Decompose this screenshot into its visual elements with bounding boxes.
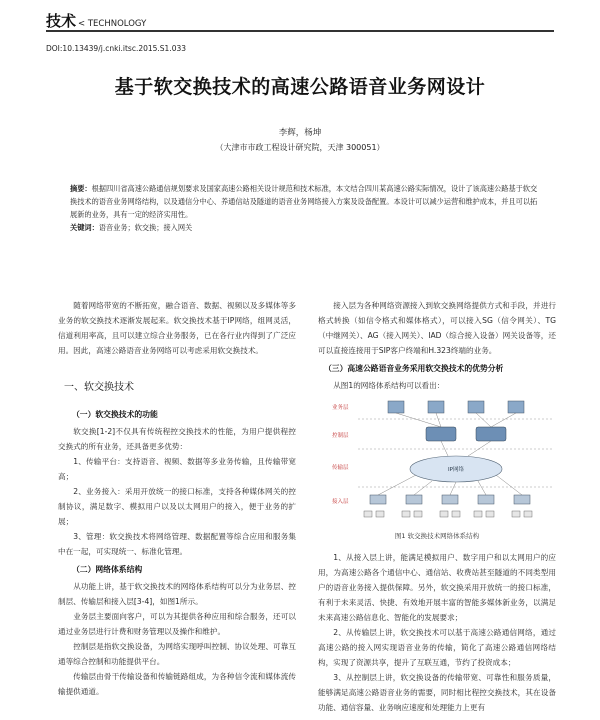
server-icon bbox=[468, 401, 484, 413]
connection-lines bbox=[378, 413, 522, 495]
core-network-label: IP网络 bbox=[448, 467, 464, 473]
layer-label: 接入层 bbox=[332, 499, 349, 505]
abstract-text: 根据四川省高速公路通信规划要求及国家高速公路相关设计规范和技术标准，本文结合四川某高速公路实际情况，设计了该高速公路基于软交换技术的语音业务网络结构，以及通信分中心、养通信站及隧道的语音业务网络接入方案及设备配置。本设计可以减少运营和维护成本，并且可以拓展新的业务，具有一定的经济实用性。 bbox=[70, 184, 538, 219]
body-paragraph: 2、业务接入：采用开放统一的接口标准，支持各种媒体网关的控制协议，满足数字、模拟用户以及以太网用户的接入，便于业务的扩展； bbox=[58, 487, 296, 526]
gateway-icon bbox=[442, 495, 458, 504]
paper-title: 基于软交换技术的高速公路语音业务网设计 bbox=[114, 76, 486, 98]
left-column bbox=[58, 298, 296, 699]
body-paragraph: 接入层为各种网络资源接入到软交换网络提供方式和手段，并进行格式转换（如信令格式和媒体格式），可以接入SG（信令网关）、TG（中继网关）、AG（接入网关）、IAD（综合接入设备）网关设备等，还可以直接连接用于SIP客户终端和H.323终端的业务。 bbox=[318, 301, 556, 355]
keywords bbox=[70, 223, 540, 233]
gateway-icon bbox=[478, 495, 494, 504]
doi: DOI:10.13439/j.cnki.itsc.2015.S1.033 bbox=[46, 44, 187, 53]
keywords-label: 关键词： bbox=[70, 223, 99, 232]
gateway-icon bbox=[406, 495, 422, 504]
affiliation: （大津市市政工程设计研究院，天津 300051） bbox=[215, 143, 385, 152]
body-paragraph: 2、从传输层上讲，软交换技术可以基于高速公路通信网络，通过高速公路的接入网实现语音业务的传输，简化了高速公路通信网络结构，实现了资源共享，提升了互联互通，节约了投资成本； bbox=[318, 628, 556, 667]
gateway-icon bbox=[370, 495, 386, 504]
body-paragraph: 控制层是指软交换设备，为网络实现呼叫控制、协议处理、可靠互通等综合控制和功能提供平台。 bbox=[58, 642, 296, 666]
body-paragraph: 业务层主要面向客户，可以为其提供各种应用和综合服务，还可以通过业务层进行计费和财务管理以及操作和维护。 bbox=[58, 612, 296, 636]
softswitch-icon bbox=[426, 427, 456, 441]
body-paragraph: 1、从接入层上讲，能满足模拟用户、数字用户和以太网用户的应用，为高速公路各个通信中心、通信站、收费站甚至隧道的不同类型用户的语音业务接入提供保障。另外，软交换采用开放统一的接口标准，有利于未来灵活、快捷、有效地开展丰富的智能多媒体新业务，以满足未来高速公路信息化、智能化的发展要求； bbox=[318, 553, 556, 622]
intro-paragraph: 随着网络带宽的不断拓宽，融合语音、数据、视频以及多媒体等多业务的软交换技术逐渐发展起来。软交换技术基于IP网络，组网灵活，信道利用率高，且可以建立综合业务服务，已在各行业内得到了广泛应用。因此，高速公路语音业务网络可以考虑采用软交换技术。 bbox=[58, 301, 296, 355]
body-paragraph: 3、从控制层上讲，软交换设备的传输带宽、可靠性和服务质量，能够满足高速公路语音业务的需要，同时相比程控交换技术，其在设备功能、通信容量、业务响应速度和处理能力上更有 bbox=[318, 673, 556, 712]
section-heading: 一、软交换技术 bbox=[64, 382, 134, 393]
header-rule bbox=[46, 30, 554, 32]
right-column bbox=[318, 298, 556, 715]
abstract-label: 摘要： bbox=[70, 184, 92, 193]
layer-label: 业务层 bbox=[332, 405, 349, 411]
server-icon bbox=[428, 401, 444, 413]
terminal-icons bbox=[364, 511, 532, 517]
server-icon bbox=[508, 401, 524, 413]
network-architecture-figure bbox=[328, 395, 556, 525]
abstract bbox=[70, 182, 540, 221]
figure-caption: 图1 软交换技术网络体系结构 bbox=[394, 532, 480, 540]
body-paragraph: 3、管理：软交换技术将网络管理、数据配置等综合应用和服务集中在一起，可实现统一、标准化管理。 bbox=[58, 532, 296, 556]
body-paragraph: 传输层由骨干传输设备和传输链路组成，为各种信令流和媒体流传输提供通道。 bbox=[58, 672, 296, 696]
body-paragraph: 软交换[1-2]不仅具有传统程控交换技术的性能，为用户提供程控交换式的所有业务，还具备更多优势： bbox=[58, 427, 296, 451]
keywords-text: 语音业务；软交换；接入网关 bbox=[98, 223, 193, 232]
softswitch-icon bbox=[476, 427, 506, 441]
body-paragraph: 从图1的网络体系结构可以看出： bbox=[333, 381, 445, 390]
subsection-heading: （一）软交换技术的功能 bbox=[72, 410, 158, 419]
body-paragraph: 1、传输平台：支持语音、视频、数据等多业务传输，且传输带宽高； bbox=[58, 457, 296, 481]
authors: 李辉，杨坤 bbox=[278, 128, 322, 138]
layer-label: 控制层 bbox=[332, 433, 349, 439]
figure-diagram bbox=[328, 395, 556, 525]
subsection-heading: （三）高速公路语音业务采用软交换技术的优势分析 bbox=[324, 364, 504, 373]
journal-section-zh: 技术 bbox=[46, 12, 77, 30]
layer-label: 传输层 bbox=[332, 465, 349, 471]
body-paragraph: 从功能上讲，基于软交换技术的网络体系结构可以分为业务层、控制层、传输层和接入层[3-4]，如图1所示。 bbox=[58, 582, 296, 606]
journal-section-en: < TECHNOLOGY bbox=[78, 19, 147, 29]
subsection-heading: （二）网络体系结构 bbox=[72, 565, 143, 574]
gateway-icon bbox=[514, 495, 530, 504]
server-icon bbox=[388, 401, 404, 413]
journal-header bbox=[46, 10, 146, 31]
